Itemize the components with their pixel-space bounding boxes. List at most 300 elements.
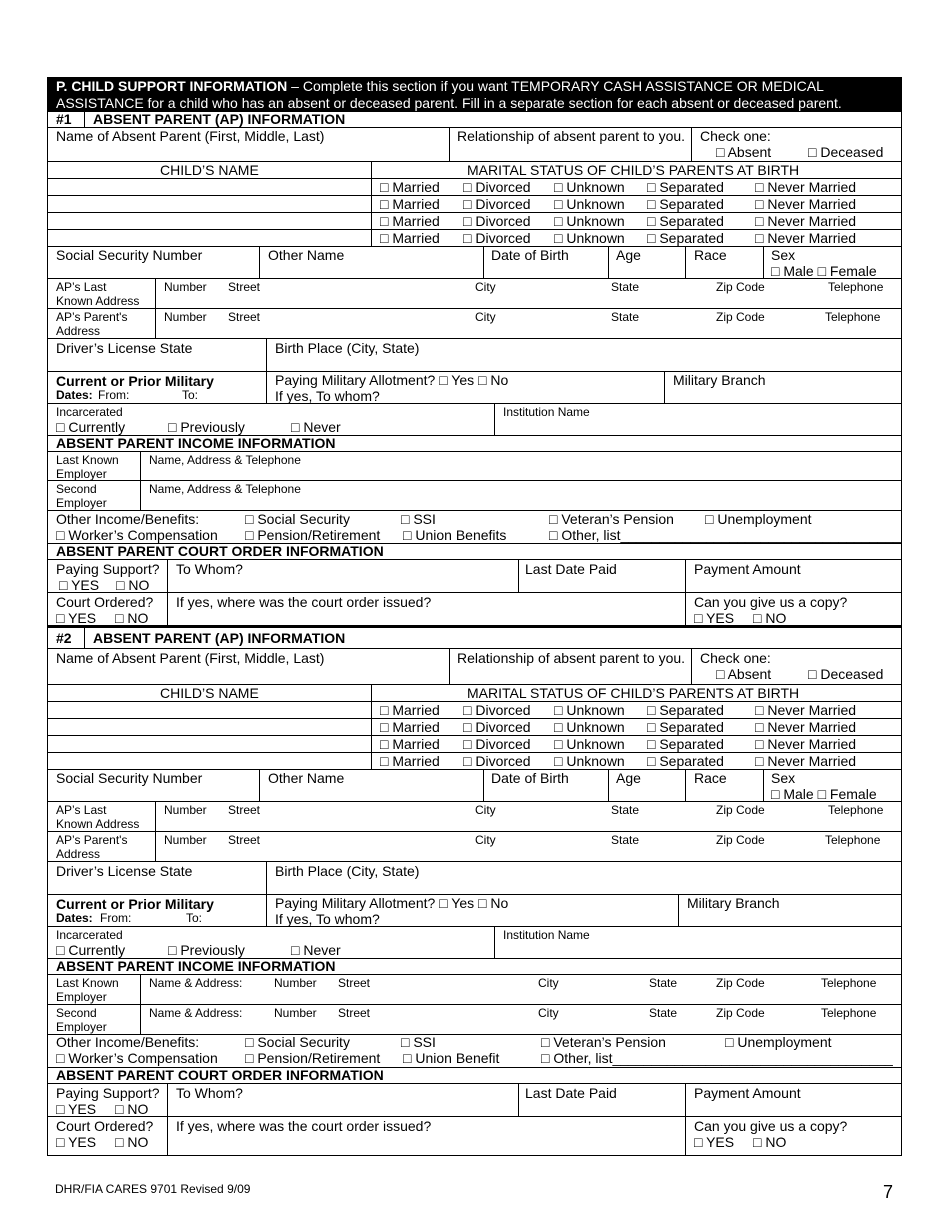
state-label: State bbox=[611, 803, 640, 817]
unknown-checkbox[interactable]: □ Unknown bbox=[554, 213, 625, 229]
ap2-court-no-checkbox[interactable]: □ NO bbox=[115, 1134, 149, 1150]
ap2-second-employer-field[interactable] bbox=[140, 1005, 901, 1034]
veterans-pension-checkbox[interactable]: □ Veteran’s Pension bbox=[541, 1034, 666, 1050]
ap2-child-row bbox=[47, 736, 902, 753]
divorced-checkbox[interactable]: □ Divorced bbox=[463, 179, 531, 195]
ap1-parent-address-label-2: Address bbox=[56, 324, 101, 338]
ap1-name-row bbox=[47, 128, 902, 162]
ap2-child-row bbox=[47, 753, 902, 770]
ap2-court-ordered-label: Court Ordered? bbox=[56, 1118, 154, 1134]
ap2-military-label: Current or Prior Military bbox=[56, 896, 214, 912]
ap1-court-heading-row bbox=[47, 544, 902, 560]
married-checkbox[interactable]: □ Married bbox=[380, 213, 440, 229]
page-number: 7 bbox=[883, 1182, 894, 1202]
ap1-child-row bbox=[47, 213, 902, 230]
ap1-race-field[interactable] bbox=[685, 247, 763, 278]
ap2-payment-amount-field[interactable] bbox=[685, 1084, 901, 1116]
separated-checkbox[interactable]: □ Separated bbox=[647, 753, 724, 769]
ap1-child-name-field[interactable] bbox=[48, 213, 370, 229]
street-label: Street bbox=[228, 280, 261, 294]
ap2-race-label: Race bbox=[694, 770, 727, 786]
ap1-deceased-checkbox[interactable]: □ Deceased bbox=[808, 144, 884, 160]
ap2-deceased-checkbox[interactable]: □ Deceased bbox=[808, 666, 884, 682]
telephone-label: Telephone bbox=[825, 833, 881, 847]
ap1-never-checkbox[interactable]: □ Never bbox=[291, 419, 341, 435]
ap2-income-heading-row bbox=[47, 959, 902, 975]
ap1-to-label: To: bbox=[182, 388, 199, 402]
ap1-age-label: Age bbox=[616, 247, 641, 263]
ap2-birthplace-field[interactable] bbox=[266, 862, 901, 894]
ap1-court-where-field[interactable] bbox=[167, 593, 685, 625]
city-label: City bbox=[475, 310, 496, 324]
ap2-other-name-label: Other Name bbox=[268, 770, 345, 786]
ap2-second-employer-row bbox=[47, 1005, 902, 1035]
never-married-checkbox[interactable]: □ Never Married bbox=[755, 753, 857, 769]
ap2-number: #2 bbox=[56, 630, 72, 646]
ap2-previously-checkbox[interactable]: □ Previously bbox=[168, 942, 245, 958]
unknown-checkbox[interactable]: □ Unknown bbox=[554, 702, 625, 718]
ap1-second-employer-label-2: Employer bbox=[56, 496, 107, 510]
ap1-institution-field[interactable] bbox=[494, 404, 901, 435]
ap1-second-employer-field[interactable] bbox=[140, 481, 901, 510]
ap2-birthplace-label: Birth Place (City, State) bbox=[275, 863, 420, 879]
ap1-dob-label: Date of Birth bbox=[491, 247, 569, 263]
ap2-institution-label: Institution Name bbox=[503, 928, 590, 942]
ap1-title: ABSENT PARENT (AP) INFORMATION bbox=[93, 111, 346, 127]
ap2-license-field[interactable] bbox=[48, 862, 265, 894]
ap2-paying-support-label: Paying Support? bbox=[56, 1085, 160, 1101]
ap1-military-row bbox=[47, 372, 902, 404]
ap1-to-whom-field[interactable] bbox=[167, 560, 518, 592]
never-married-checkbox[interactable]: □ Never Married bbox=[755, 719, 857, 735]
pension-checkbox[interactable]: □ Pension/Retirement bbox=[245, 1050, 381, 1066]
ap1-allotment-whom[interactable]: If yes, To whom? bbox=[275, 388, 380, 404]
city-label: City bbox=[538, 976, 559, 990]
separated-checkbox[interactable]: □ Separated bbox=[647, 179, 724, 195]
separated-checkbox[interactable]: □ Separated bbox=[647, 702, 724, 718]
street-label: Street bbox=[338, 976, 371, 990]
ap2-last-date-paid-label: Last Date Paid bbox=[525, 1085, 617, 1101]
separated-checkbox[interactable]: □ Separated bbox=[647, 230, 724, 246]
ap1-income-heading: ABSENT PARENT INCOME INFORMATION bbox=[56, 435, 336, 451]
header-line-2: ASSISTANCE for a child who has an absent or deceased parent. Fill in a separate section for each absent or deceased parent. bbox=[56, 95, 842, 111]
ap2-military-row bbox=[47, 895, 902, 927]
ap1-last-date-paid-field[interactable] bbox=[518, 560, 685, 592]
ap2-employer-row bbox=[47, 975, 902, 1005]
ap2-last-address-label-2: Known Address bbox=[56, 817, 140, 831]
ap1-birthplace-field[interactable] bbox=[266, 339, 901, 371]
section-header bbox=[47, 77, 902, 112]
married-checkbox[interactable]: □ Married bbox=[380, 719, 440, 735]
ap1-last-address-label-1: AP’s Last bbox=[56, 280, 107, 294]
ap1-absent-checkbox[interactable]: □ Absent bbox=[716, 144, 772, 160]
divorced-checkbox[interactable]: □ Divorced bbox=[463, 753, 531, 769]
other-income-checkbox[interactable]: □ Other, list____________________________________ bbox=[549, 527, 901, 543]
ap2-incarcerated-label: Incarcerated bbox=[56, 928, 123, 942]
ap1-child-name-field[interactable] bbox=[48, 230, 370, 246]
ap1-military-branch-field[interactable] bbox=[664, 372, 901, 403]
union-benefit-checkbox[interactable]: □ Union Benefit bbox=[403, 1050, 500, 1066]
ap2-check-one: Check one: bbox=[700, 650, 771, 666]
married-checkbox[interactable]: □ Married bbox=[380, 196, 440, 212]
street-label: Street bbox=[228, 803, 261, 817]
ap1-incarcerated-label: Incarcerated bbox=[56, 405, 123, 419]
separated-checkbox[interactable]: □ Separated bbox=[647, 736, 724, 752]
ap1-child-row bbox=[47, 179, 902, 196]
ap1-support-yes-checkbox[interactable]: □ YES bbox=[59, 577, 100, 593]
state-label: State bbox=[611, 310, 640, 324]
separated-checkbox[interactable]: □ Separated bbox=[647, 213, 724, 229]
state-label: State bbox=[611, 280, 640, 294]
ssi-checkbox[interactable]: □ SSI bbox=[401, 511, 436, 527]
ap1-court-no-checkbox[interactable]: □ NO bbox=[115, 610, 149, 626]
ap1-income-heading-row bbox=[47, 436, 902, 452]
ap1-other-name-field[interactable] bbox=[259, 247, 483, 278]
ap2-name-field[interactable] bbox=[48, 649, 448, 684]
ap2-court-heading: ABSENT PARENT COURT ORDER INFORMATION bbox=[56, 1067, 384, 1083]
unknown-checkbox[interactable]: □ Unknown bbox=[554, 753, 625, 769]
ap1-second-employer-row bbox=[47, 481, 902, 511]
divorced-checkbox[interactable]: □ Divorced bbox=[463, 736, 531, 752]
ap1-court-yes-checkbox[interactable]: □ YES bbox=[56, 610, 97, 626]
ap2-institution-field[interactable] bbox=[494, 927, 901, 958]
ap2-relationship-label: Relationship of absent parent to you. bbox=[457, 650, 686, 666]
ap2-copy-yes-checkbox[interactable]: □ YES bbox=[694, 1134, 735, 1150]
ap2-child-header-row bbox=[47, 685, 902, 702]
ap1-copy-no-checkbox[interactable]: □ NO bbox=[753, 610, 787, 626]
city-label: City bbox=[538, 1006, 559, 1020]
ap2-title-row bbox=[47, 628, 902, 649]
ap1-parent-address-label-1: AP’s Parent's bbox=[56, 310, 128, 324]
ap2-child-name-field[interactable] bbox=[48, 702, 370, 718]
ap2-last-date-paid-field[interactable] bbox=[518, 1084, 685, 1116]
number-label: Number bbox=[274, 1006, 317, 1020]
ap2-parent-address-label-2: Address bbox=[56, 847, 101, 861]
telephone-label: Telephone bbox=[821, 1006, 877, 1020]
ap1-marital-status-header: MARITAL STATUS OF CHILD’S PARENTS AT BIRTH bbox=[467, 162, 800, 178]
never-married-checkbox[interactable]: □ Never Married bbox=[755, 213, 857, 229]
ap1-sex-label: Sex bbox=[771, 247, 796, 263]
zip-label: Zip Code bbox=[716, 1006, 765, 1020]
street-label: Street bbox=[228, 833, 261, 847]
separated-checkbox[interactable]: □ Separated bbox=[647, 196, 724, 212]
ap2-copy-no-checkbox[interactable]: □ NO bbox=[753, 1134, 787, 1150]
ap2-other-name-field[interactable] bbox=[259, 770, 483, 801]
ap1-military-label: Current or Prior Military bbox=[56, 373, 214, 389]
married-checkbox[interactable]: □ Married bbox=[380, 753, 440, 769]
never-married-checkbox[interactable]: □ Never Married bbox=[755, 196, 857, 212]
ap2-never-checkbox[interactable]: □ Never bbox=[291, 942, 341, 958]
unemployment-checkbox[interactable]: □ Unemployment bbox=[725, 1034, 832, 1050]
ap1-support-no-checkbox[interactable]: □ NO bbox=[116, 577, 150, 593]
ap1-to-whom-label: To Whom? bbox=[176, 561, 243, 577]
ap2-sex-checkboxes[interactable]: □ Male □ Female bbox=[771, 786, 877, 802]
separated-checkbox[interactable]: □ Separated bbox=[647, 719, 724, 735]
ap2-child-row bbox=[47, 702, 902, 719]
ap2-from-label: From: bbox=[100, 911, 132, 925]
ap2-last-address-field[interactable] bbox=[155, 802, 901, 831]
ap2-ssn-label: Social Security Number bbox=[56, 770, 203, 786]
ap2-absent-checkbox[interactable]: □ Absent bbox=[716, 666, 772, 682]
ap2-age-label: Age bbox=[616, 770, 641, 786]
ap1-last-employer-label-2: Employer bbox=[56, 467, 107, 481]
married-checkbox[interactable]: □ Married bbox=[380, 702, 440, 718]
ap2-license-label: Driver’s License State bbox=[56, 863, 193, 879]
married-checkbox[interactable]: □ Married bbox=[380, 736, 440, 752]
ap2-income-heading: ABSENT PARENT INCOME INFORMATION bbox=[56, 958, 336, 974]
ap2-currently-checkbox[interactable]: □ Currently bbox=[56, 942, 126, 958]
other-income-checkbox[interactable]: □ Other, list____________________________________ bbox=[541, 1050, 893, 1066]
ap1-identity-row bbox=[47, 247, 902, 279]
ap1-copy-yes-checkbox[interactable]: □ YES bbox=[694, 610, 735, 626]
unknown-checkbox[interactable]: □ Unknown bbox=[554, 179, 625, 195]
street-label: Street bbox=[228, 310, 261, 324]
ap2-dob-label: Date of Birth bbox=[491, 770, 569, 786]
ap1-last-address-field[interactable] bbox=[155, 279, 901, 308]
ap1-previously-checkbox[interactable]: □ Previously bbox=[168, 419, 245, 435]
ap2-military-branch-field[interactable] bbox=[678, 895, 901, 926]
ap1-military-branch-label: Military Branch bbox=[673, 372, 766, 388]
ap1-other-income-row bbox=[47, 511, 902, 544]
header-title: P. CHILD SUPPORT INFORMATION bbox=[56, 78, 288, 94]
ap1-last-date-paid-label: Last Date Paid bbox=[525, 561, 617, 577]
ap1-ssn-label: Social Security Number bbox=[56, 247, 203, 263]
ap2-identity-row bbox=[47, 770, 902, 802]
ap1-institution-label: Institution Name bbox=[503, 405, 590, 419]
divorced-checkbox[interactable]: □ Divorced bbox=[463, 702, 531, 718]
number-label: Number bbox=[164, 803, 207, 817]
street-label: Street bbox=[338, 1006, 371, 1020]
header-line-1 bbox=[56, 78, 824, 94]
ap1-relationship-field[interactable] bbox=[449, 128, 691, 161]
ap1-allotment-checkboxes[interactable]: Paying Military Allotment? □ Yes □ No bbox=[275, 372, 509, 388]
ap2-incarcerated-row bbox=[47, 927, 902, 959]
ap2-court-where-label: If yes, where was the court order issued? bbox=[176, 1118, 432, 1134]
ap2-last-employer-label-2: Employer bbox=[56, 990, 107, 1004]
ap1-parent-address-field[interactable] bbox=[155, 309, 901, 338]
union-benefits-checkbox[interactable]: □ Union Benefits bbox=[403, 527, 507, 543]
ap1-second-employer-label-1: Second bbox=[56, 482, 97, 496]
unknown-checkbox[interactable]: □ Unknown bbox=[554, 736, 625, 752]
ap1-military-field[interactable] bbox=[48, 372, 265, 403]
ap1-dates-label: Dates: bbox=[56, 388, 93, 402]
ap2-last-address-label-1: AP’s Last bbox=[56, 803, 107, 817]
ap1-age-field[interactable] bbox=[608, 247, 685, 278]
ap1-last-address-label-2: Known Address bbox=[56, 294, 140, 308]
unknown-checkbox[interactable]: □ Unknown bbox=[554, 230, 625, 246]
ap2-child-name-field[interactable] bbox=[48, 736, 370, 752]
ap2-name-label: Name of Absent Parent (First, Middle, Last) bbox=[56, 650, 325, 666]
ap2-parent-address-row bbox=[47, 832, 902, 862]
ap2-support-row bbox=[47, 1084, 902, 1117]
ap2-copy-label: Can you give us a copy? bbox=[694, 1118, 848, 1134]
ap2-race-field[interactable] bbox=[685, 770, 763, 801]
ap1-court-ordered-label: Court Ordered? bbox=[56, 594, 154, 610]
ap2-other-income-row bbox=[47, 1035, 902, 1068]
ap2-parent-address-field[interactable] bbox=[155, 832, 901, 861]
divorced-checkbox[interactable]: □ Divorced bbox=[463, 230, 531, 246]
ap1-payment-amount-field[interactable] bbox=[685, 560, 901, 592]
number-label: Number bbox=[164, 280, 207, 294]
ap2-second-employer-label-2: Employer bbox=[56, 1020, 107, 1034]
ap1-check-one: Check one: bbox=[700, 128, 771, 144]
ap1-payment-amount-label: Payment Amount bbox=[694, 561, 801, 577]
ap1-license-field[interactable] bbox=[48, 339, 265, 371]
ap1-copy-label: Can you give us a copy? bbox=[694, 594, 848, 610]
city-label: City bbox=[475, 803, 496, 817]
ap2-license-row bbox=[47, 862, 902, 895]
ap2-to-label: To: bbox=[186, 911, 203, 925]
ap1-dob-field[interactable] bbox=[483, 247, 608, 278]
ap2-child-name-field[interactable] bbox=[48, 753, 370, 769]
ap1-court-heading: ABSENT PARENT COURT ORDER INFORMATION bbox=[56, 543, 384, 559]
state-label: State bbox=[649, 1006, 678, 1020]
telephone-label: Telephone bbox=[825, 310, 881, 324]
pension-checkbox[interactable]: □ Pension/Retirement bbox=[245, 527, 381, 543]
ap2-court-where-field[interactable] bbox=[167, 1117, 685, 1155]
ap1-child-header-row bbox=[47, 162, 902, 179]
zip-label: Zip Code bbox=[716, 310, 765, 324]
married-checkbox[interactable]: □ Married bbox=[380, 179, 440, 195]
ap2-title: ABSENT PARENT (AP) INFORMATION bbox=[93, 630, 346, 646]
social-security-checkbox[interactable]: □ Social Security bbox=[245, 1034, 350, 1050]
zip-label: Zip Code bbox=[716, 976, 765, 990]
ap2-court-row bbox=[47, 1117, 902, 1156]
divorced-checkbox[interactable]: □ Divorced bbox=[463, 196, 531, 212]
ap1-parent-address-row bbox=[47, 309, 902, 339]
married-checkbox[interactable]: □ Married bbox=[380, 230, 440, 246]
ap2-relationship-field[interactable] bbox=[449, 649, 691, 684]
ap2-marital-status-header: MARITAL STATUS OF CHILD’S PARENTS AT BIRTH bbox=[467, 685, 800, 701]
state-label: State bbox=[611, 833, 640, 847]
ap1-ssn-field[interactable] bbox=[48, 247, 258, 278]
workers-comp-checkbox[interactable]: □ Worker’s Compensation bbox=[56, 1050, 218, 1066]
divorced-checkbox[interactable]: □ Divorced bbox=[463, 719, 531, 735]
never-married-checkbox[interactable]: □ Never Married bbox=[755, 230, 857, 246]
ap2-last-employer-label-1: Last Known bbox=[56, 976, 119, 990]
ap1-title-row bbox=[47, 111, 902, 128]
ssi-checkbox[interactable]: □ SSI bbox=[401, 1034, 436, 1050]
name-address-telephone-label: Name, Address & Telephone bbox=[149, 453, 301, 467]
name-address-label: Name & Address: bbox=[149, 976, 243, 990]
ap2-child-name-field[interactable] bbox=[48, 719, 370, 735]
veterans-pension-checkbox[interactable]: □ Veteran’s Pension bbox=[549, 511, 674, 527]
ap2-court-yes-checkbox[interactable]: □ YES bbox=[56, 1134, 97, 1150]
number-label: Number bbox=[164, 833, 207, 847]
ap2-child-row bbox=[47, 719, 902, 736]
ap2-parent-address-label-1: AP’s Parent's bbox=[56, 833, 128, 847]
ap2-to-whom-field[interactable] bbox=[167, 1084, 518, 1116]
ap2-court-heading-row bbox=[47, 1068, 902, 1084]
city-label: City bbox=[475, 280, 496, 294]
ap1-name-field[interactable] bbox=[48, 128, 448, 161]
ap1-from-label: From: bbox=[98, 388, 130, 402]
ap1-last-employer-field[interactable] bbox=[140, 452, 901, 480]
unknown-checkbox[interactable]: □ Unknown bbox=[554, 719, 625, 735]
ap1-number: #1 bbox=[56, 111, 72, 127]
ap1-other-income-label: Other Income/Benefits: bbox=[56, 511, 200, 527]
ap1-court-where-label: If yes, where was the court order issued? bbox=[176, 594, 432, 610]
ap2-support-no-checkbox[interactable]: □ NO bbox=[115, 1101, 149, 1117]
ap2-second-employer-label-1: Second bbox=[56, 1006, 97, 1020]
ap1-support-row bbox=[47, 560, 902, 593]
zip-label: Zip Code bbox=[716, 803, 765, 817]
social-security-checkbox[interactable]: □ Social Security bbox=[245, 511, 350, 527]
telephone-label: Telephone bbox=[821, 976, 877, 990]
ap1-sex-checkboxes[interactable]: □ Male □ Female bbox=[771, 263, 877, 279]
ap2-dates-label: Dates: bbox=[56, 911, 93, 925]
ap2-military-field[interactable] bbox=[48, 895, 265, 926]
never-married-checkbox[interactable]: □ Never Married bbox=[755, 702, 857, 718]
ap2-other-income-label: Other Income/Benefits: bbox=[56, 1034, 200, 1050]
ap1-court-row bbox=[47, 593, 902, 628]
ap2-allotment-checkboxes[interactable]: Paying Military Allotment? □ Yes □ No bbox=[275, 895, 509, 911]
form-code: DHR/FIA CARES 9701 Revised 9/09 bbox=[55, 1182, 251, 1196]
ap2-dob-field[interactable] bbox=[483, 770, 608, 801]
ap2-support-yes-checkbox[interactable]: □ YES bbox=[56, 1101, 97, 1117]
ap2-name-row bbox=[47, 649, 902, 685]
ap2-last-address-row bbox=[47, 802, 902, 832]
ap1-other-name-label: Other Name bbox=[268, 247, 345, 263]
telephone-label: Telephone bbox=[828, 803, 884, 817]
ap2-to-whom-label: To Whom? bbox=[176, 1085, 243, 1101]
workers-comp-checkbox[interactable]: □ Worker’s Compensation bbox=[56, 527, 218, 543]
ap1-incarcerated-row bbox=[47, 404, 902, 436]
ap2-military-branch-label: Military Branch bbox=[687, 895, 780, 911]
ap2-ssn-field[interactable] bbox=[48, 770, 258, 801]
ap2-last-employer-field[interactable] bbox=[140, 975, 901, 1004]
ap1-child-name-field[interactable] bbox=[48, 179, 370, 195]
unemployment-checkbox[interactable]: □ Unemployment bbox=[705, 511, 812, 527]
ap1-child-name-field[interactable] bbox=[48, 196, 370, 212]
name-address-label: Name & Address: bbox=[149, 1006, 243, 1020]
divorced-checkbox[interactable]: □ Divorced bbox=[463, 213, 531, 229]
ap1-childs-name-header: CHILD’S NAME bbox=[160, 162, 259, 178]
ap2-payment-amount-label: Payment Amount bbox=[694, 1085, 801, 1101]
ap1-birthplace-label: Birth Place (City, State) bbox=[275, 340, 420, 356]
ap1-child-row bbox=[47, 196, 902, 213]
ap1-currently-checkbox[interactable]: □ Currently bbox=[56, 419, 126, 435]
ap1-last-address-row bbox=[47, 279, 902, 309]
ap1-relationship-label: Relationship of absent parent to you. bbox=[457, 128, 686, 144]
never-married-checkbox[interactable]: □ Never Married bbox=[755, 736, 857, 752]
ap2-allotment-whom[interactable]: If yes, To whom? bbox=[275, 911, 380, 927]
child-support-form bbox=[47, 77, 902, 1157]
ap1-race-label: Race bbox=[694, 247, 727, 263]
ap1-name-label: Name of Absent Parent (First, Middle, Last) bbox=[56, 128, 325, 144]
header-line-1-rest: – Complete this section if you want TEMPORARY CASH ASSISTANCE OR MEDICAL bbox=[287, 78, 824, 94]
state-label: State bbox=[649, 976, 678, 990]
ap1-employer-row bbox=[47, 452, 902, 481]
unknown-checkbox[interactable]: □ Unknown bbox=[554, 196, 625, 212]
number-label: Number bbox=[164, 310, 207, 324]
ap1-last-employer-label-1: Last Known bbox=[56, 453, 119, 467]
ap2-age-field[interactable] bbox=[608, 770, 685, 801]
city-label: City bbox=[475, 833, 496, 847]
ap2-childs-name-header: CHILD’S NAME bbox=[160, 685, 259, 701]
zip-label: Zip Code bbox=[716, 280, 765, 294]
ap1-license-label: Driver’s License State bbox=[56, 340, 193, 356]
number-label: Number bbox=[274, 976, 317, 990]
telephone-label: Telephone bbox=[828, 280, 884, 294]
ap1-child-row bbox=[47, 230, 902, 247]
name-address-telephone-label: Name, Address & Telephone bbox=[149, 482, 301, 496]
ap2-sex-label: Sex bbox=[771, 770, 796, 786]
zip-label: Zip Code bbox=[716, 833, 765, 847]
never-married-checkbox[interactable]: □ Never Married bbox=[755, 179, 857, 195]
ap1-paying-support-label: Paying Support? bbox=[56, 561, 160, 577]
ap1-license-row bbox=[47, 339, 902, 372]
